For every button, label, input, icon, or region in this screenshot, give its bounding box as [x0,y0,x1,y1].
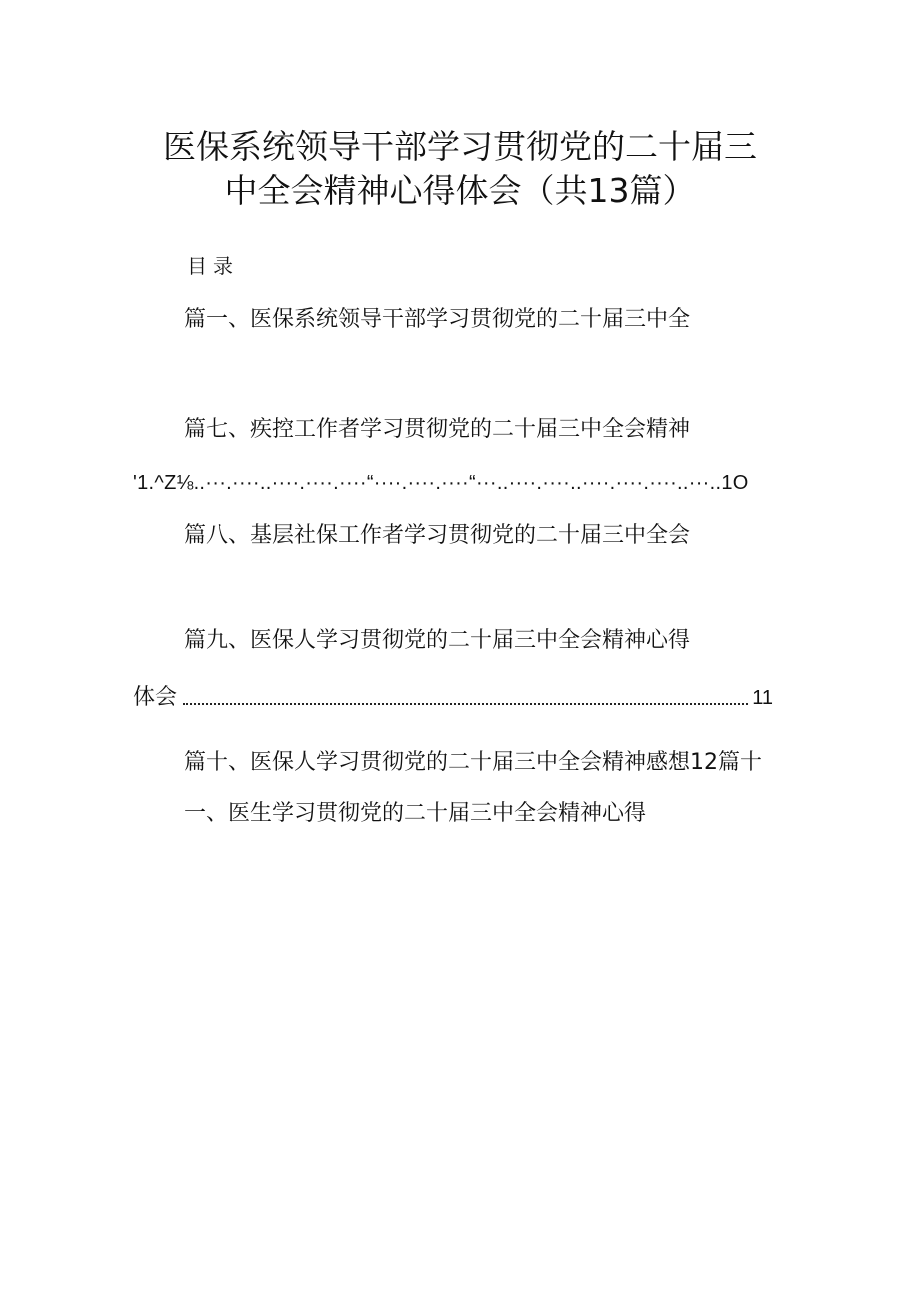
toc-entry-1: 篇一、医保系统领导干部学习贯彻党的二十届三中全 [184,307,691,332]
toc-entry-7: 篇七、疾控工作者学习贯彻党的二十届三中全会精神 [184,417,691,442]
toc-entry-9: 篇九、医保人学习贯彻党的二十届三中全会精神心得 [184,628,691,653]
toc-heading: 目录 [187,254,239,278]
toc-entry-9-continuation-text: 体会 [133,685,178,710]
document-title-line-1: 医保系统领导干部学习贯彻党的二十届三 [163,127,757,166]
document-title-line-2: 中全会精神心得体会（共13篇） [224,171,696,210]
toc-entry-9-continuation [133,683,773,713]
toc-entry-7-leader: '1.^Z⅛..···.····..····.····.····“····.····.····“···..····.····..····.····.····..···..1O [133,472,749,494]
toc-entry-10: 篇十、医保人学习贯彻党的二十届三中全会精神感想12篇十 [184,750,762,775]
toc-entry-9-page-number: 11 [752,687,773,709]
dot-leader [183,702,748,705]
toc-entry-10-continuation: 一、医生学习贯彻党的二十届三中全会精神心得 [184,801,647,826]
toc-entry-8: 篇八、基层社保工作者学习贯彻党的二十届三中全会 [184,523,691,548]
